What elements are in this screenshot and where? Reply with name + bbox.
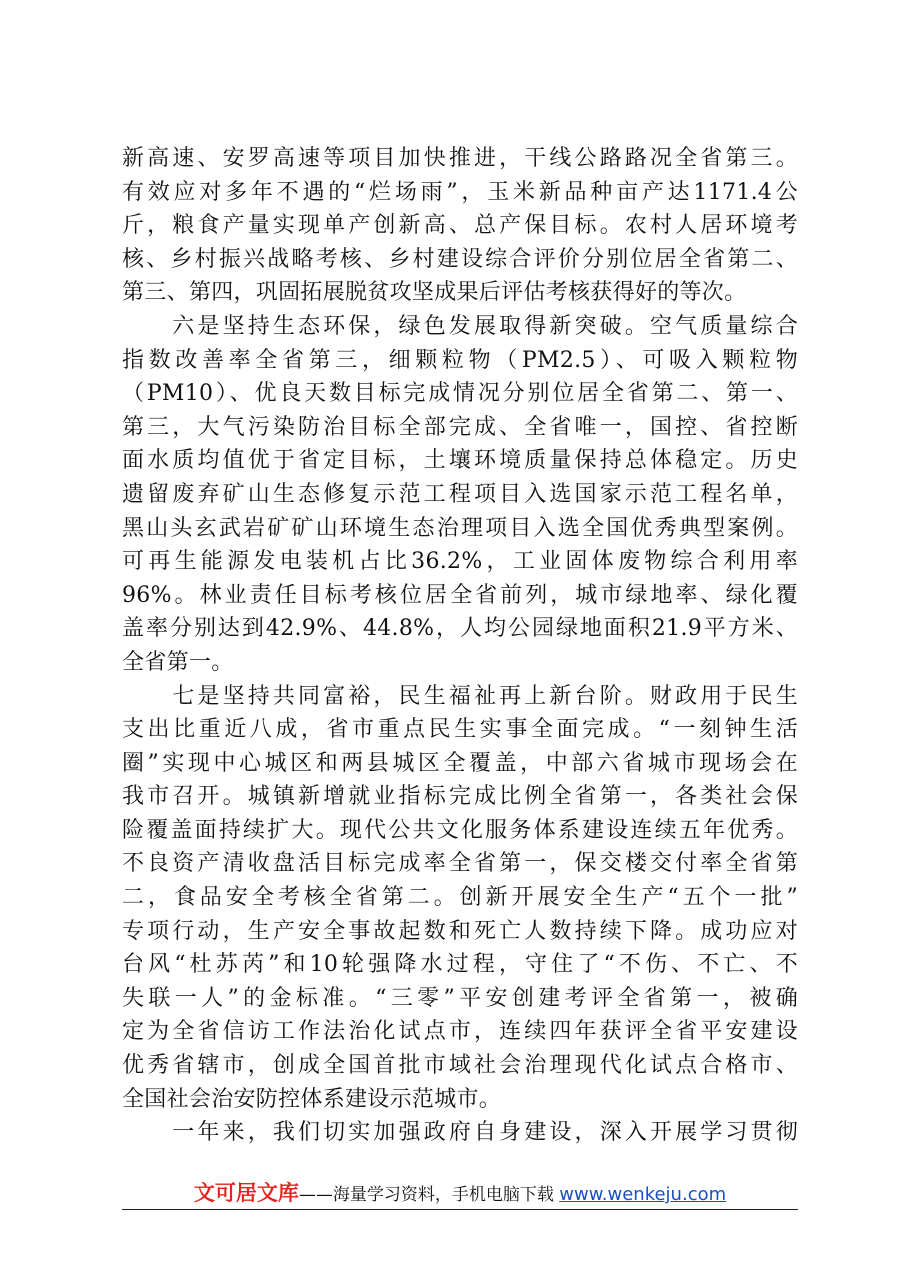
paragraph-6-start: 六是坚持生态环保，绿色发展取得新突破。空气质量综合: [122, 313, 798, 339]
text-line: 险覆盖面持续扩大。现代公共文化服务体系建设连续五年优秀。: [122, 817, 798, 843]
text-line: 盖率分别达到42.9%、44.8%，人均公园绿地面积21.9平方米、: [122, 616, 798, 642]
text-line: 可再生能源发电装机占比36.2%，工业固体废物综合利用率: [122, 549, 798, 575]
text-line: 核、乡村振兴战略考核、乡村建设综合评价分别位居全省第二、: [122, 246, 798, 272]
text-line: 黑山头玄武岩矿矿山环境生态治理项目入选全国优秀典型案例。: [122, 515, 798, 541]
text-line: 圈”实现中心城区和两县城区全覆盖，中部六省城市现场会在: [122, 750, 798, 776]
text-line: 面水质均值优于省定目标，土壤环境质量保持总体稳定。历史: [122, 448, 798, 474]
text-line: 支出比重近八成，省市重点民生实事全面完成。“一刻钟生活: [122, 717, 798, 743]
text-line: 失联一人”的金标准。“三零”平安创建考评全省第一，被确: [122, 985, 798, 1011]
footer-site-link[interactable]: www.wenkeju.com: [559, 1184, 727, 1205]
footer-divider: [122, 1209, 798, 1210]
text-line: 斤，粮食产量实现单产创新高、总产保目标。农村人居环境考: [122, 213, 798, 239]
text-line: 新高速、安罗高速等项目加快推进，干线公路路况全省第三。: [122, 146, 798, 171]
text-line: 我市召开。城镇新增就业指标完成比例全省第一，各类社会保: [122, 784, 798, 810]
paragraph-7-start: 七是坚持共同富裕，民生福祉再上新台阶。财政用于民生: [122, 683, 798, 709]
text-line: （PM10）、优良天数目标完成情况分别位居全省第二、第一、: [122, 381, 798, 407]
footer-brand: 文可居文库: [193, 1181, 299, 1205]
text-line: 定为全省信访工作法治化试点市，连续四年获评全省平安建设: [122, 1019, 798, 1045]
text-line: 遗留废弃矿山生态修复示范工程项目入选国家示范工程名单，: [122, 481, 798, 507]
paragraph-8-start: 一年来，我们切实加强政府自身建设，深入开展学习贯彻: [122, 1120, 798, 1146]
page-footer: [122, 1178, 798, 1208]
text-line: 全省第一。: [122, 649, 234, 675]
text-line: 全国社会治安防控体系建设示范城市。: [122, 1086, 502, 1112]
footer-slogan: ——海量学习资料，手机电脑下载: [298, 1185, 554, 1205]
text-line: 不良资产清收盘活目标完成率全省第一，保交楼交付率全省第: [122, 851, 798, 877]
text-line: 第三、第四，巩固拓展脱贫攻坚成果后评估考核获得好的等次。: [122, 280, 747, 306]
text-line: 专项行动，生产安全事故起数和死亡人数持续下降。成功应对: [122, 918, 798, 944]
text-line: 指数改善率全省第三，细颗粒物（PM2.5）、可吸入颗粒物: [122, 347, 798, 373]
text-line: 第三，大气污染防治目标全部完成、全省唯一，国控、省控断: [122, 414, 798, 440]
text-line: 有效应对多年不遇的“烂场雨”，玉米新品种亩产达1171.4公: [122, 179, 798, 205]
text-line: 台风“杜苏芮”和10轮强降水过程，守住了“不伤、不亡、不: [122, 952, 798, 978]
text-line: 二，食品安全考核全省第二。创新开展安全生产“五个一批”: [122, 885, 798, 911]
text-line: 优秀省辖市，创成全国首批市域社会治理现代化试点合格市、: [122, 1053, 798, 1079]
text-line: 96%。林业责任目标考核位居全省前列，城市绿地率、绿化覆: [122, 582, 798, 608]
body-text: [122, 142, 798, 1150]
